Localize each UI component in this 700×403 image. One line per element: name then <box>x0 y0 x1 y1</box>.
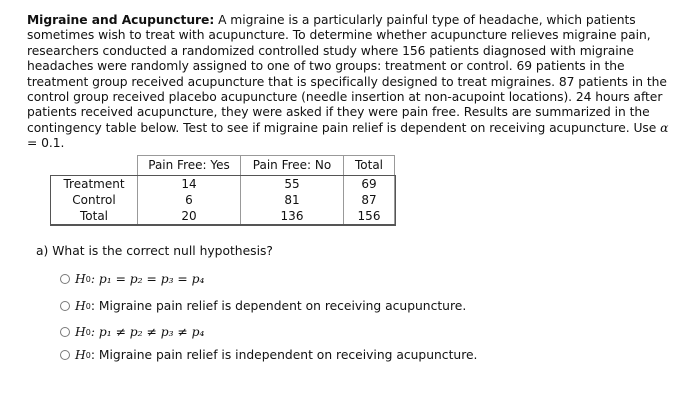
hypothesis-subscript: 0 <box>85 327 91 337</box>
table-cell: 55 <box>241 176 344 193</box>
hypothesis-symbol: H <box>75 348 86 362</box>
null-hypothesis-option-2[interactable] <box>60 297 466 315</box>
question-label: a) What is the correct null hypothesis? <box>36 244 273 258</box>
table-cell: 20 <box>138 208 241 225</box>
option-text: : Migraine pain relief is independent on receiving acupuncture. <box>90 348 478 362</box>
table-header-row <box>51 156 395 176</box>
contingency-table <box>50 155 395 225</box>
hypothesis-subscript: 0 <box>85 274 91 284</box>
column-header: Total <box>344 156 395 176</box>
alpha-value: = 0.1. <box>27 136 65 151</box>
option-text: : Migraine pain relief is dependent on receiving acupuncture. <box>90 299 467 313</box>
hypothesis-symbol: H <box>75 325 86 339</box>
hypothesis-symbol: H <box>75 272 86 286</box>
table-cell: 14 <box>138 176 241 193</box>
problem-body: A migraine is a particularly painful type of headache, which patients sometimes wish to treat with acupuncture. To determine whether acupuncture relieves migraine pain, researchers conducted a randomized controlled study where 156 patients diagnosed with migraine headaches were randomly assigned to one of two groups: treatment or control. 69 patients in the treatment group received acupuncture that is specifically designed to treat migraines. 87 patients in the control group received placebo acupuncture (needle insertion at non-acupoint locations). 24 hours after patients received acupuncture, they were asked if they were pain free. Results are summarized in the contingency table below. Test to see if migraine pain relief is dependent on receiving acupuncture. Use <box>27 13 667 135</box>
table-row <box>51 192 395 208</box>
null-hypothesis-option-4[interactable] <box>60 346 477 364</box>
column-header: Pain Free: Yes <box>138 156 241 176</box>
row-label: Control <box>51 192 138 208</box>
problem-statement <box>27 13 675 152</box>
table-cell: 136 <box>241 208 344 225</box>
null-hypothesis-option-1[interactable] <box>60 270 204 288</box>
option-text: : p₁ ≠ p₂ ≠ p₃ ≠ p₄ <box>90 325 205 339</box>
table-cell: 69 <box>344 176 395 193</box>
table-cell: 81 <box>241 192 344 208</box>
column-header: Pain Free: No <box>241 156 344 176</box>
hypothesis-subscript: 0 <box>85 350 91 360</box>
alpha-symbol: α <box>660 120 669 135</box>
null-hypothesis-option-3[interactable] <box>60 323 204 341</box>
table-cell: 156 <box>344 208 395 225</box>
table-cell: 6 <box>138 192 241 208</box>
option-text: : p₁ = p₂ = p₃ = p₄ <box>90 272 205 286</box>
radio-button[interactable] <box>60 274 70 284</box>
hypothesis-subscript: 0 <box>85 301 91 311</box>
radio-button[interactable] <box>60 350 70 360</box>
table-corner <box>51 156 138 176</box>
table-row <box>51 208 395 225</box>
table-row <box>51 176 395 193</box>
row-label: Treatment <box>51 176 138 193</box>
radio-button[interactable] <box>60 301 70 311</box>
table-cell: 87 <box>344 192 395 208</box>
hypothesis-symbol: H <box>75 299 86 313</box>
radio-button[interactable] <box>60 327 70 337</box>
row-label: Total <box>51 208 138 225</box>
problem-title: Migraine and Acupuncture: <box>27 13 215 27</box>
